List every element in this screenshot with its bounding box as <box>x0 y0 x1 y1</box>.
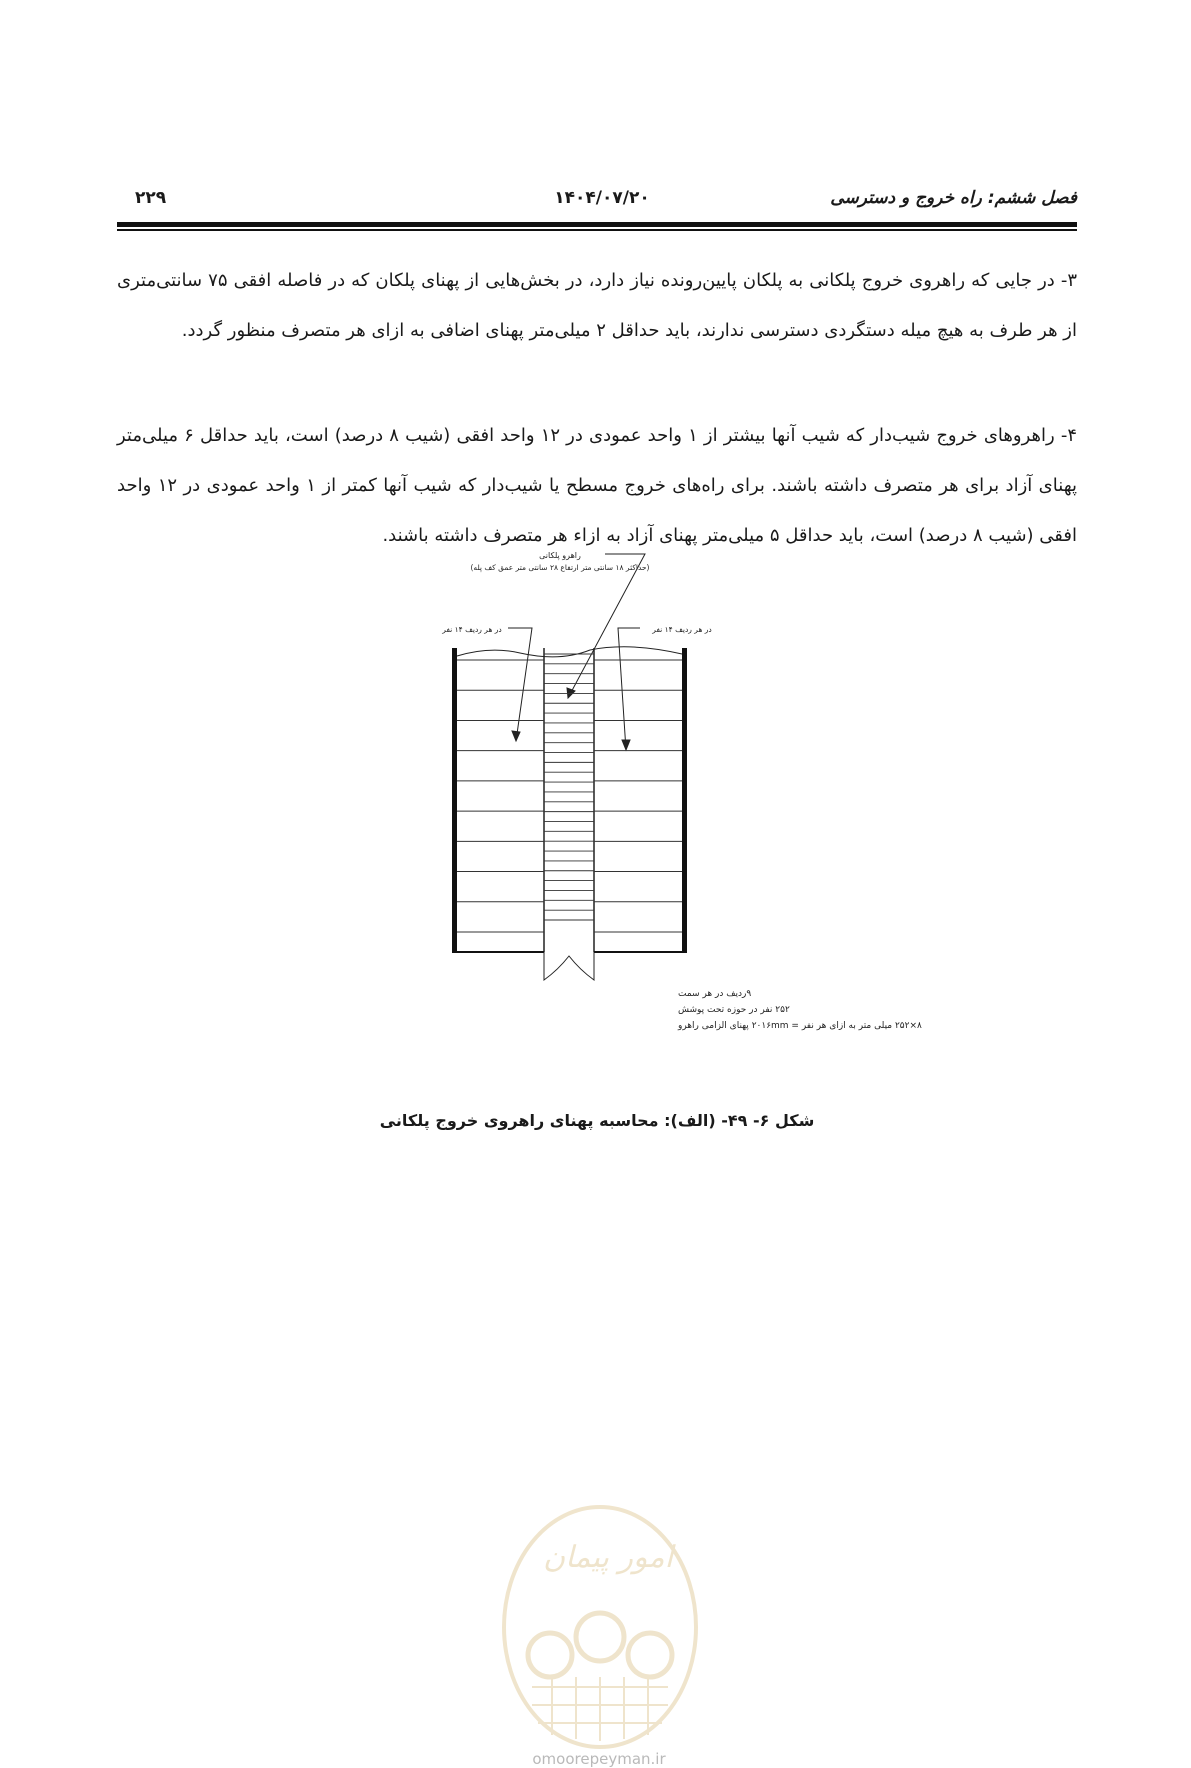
page-header <box>117 188 1077 212</box>
left-seats-label: در هر ردیف ۱۴ نفر <box>442 625 502 634</box>
left-leader-line <box>508 628 532 741</box>
right-seats-label: در هر ردیف ۱۴ نفر <box>652 625 712 634</box>
stair-aisle-diagram <box>420 548 922 1092</box>
header-rule-thin <box>117 229 1077 231</box>
paragraph-3: ۳- در جایی که راهروی خروج پلکانی به پلکان پایین‌رونده نیاز دارد، در بخش‌هایی از پهنای پلکان که در فاصله افقی ۷۵ سانتی‌متری از هر طرف به هیچ میله دستگردی دسترسی ندارند، باید حداقل ۲ میلی‌متر پهنای اضافی به ازای هر متصرف منظور گردد. <box>117 270 1078 341</box>
watermark-url: omoorepeyman.ir <box>532 1750 666 1768</box>
left-arrowhead <box>512 731 520 741</box>
aisle-leader-line <box>568 554 645 698</box>
right-leader-line <box>618 628 640 750</box>
header-rule-thick <box>117 222 1077 227</box>
note-rows: ۹ردیف در هر سمت <box>678 989 752 999</box>
right-arrowhead <box>622 740 630 750</box>
chapter-title: فصل ششم: راه خروج و دسترسی <box>830 188 1077 208</box>
note-occupants: ۲۵۲ نفر در حوزه تحت پوشش <box>678 1005 790 1015</box>
seat-rows <box>457 660 682 932</box>
svg-text:امور پیمان: امور پیمان <box>543 1540 673 1575</box>
right-wall <box>682 648 687 952</box>
top-break-line <box>457 647 682 657</box>
aisle-label-title: راهرو پلکانی <box>539 551 581 560</box>
left-wall <box>452 648 457 952</box>
exit-door <box>544 952 594 980</box>
page-number: ۲۲۹ <box>135 188 167 208</box>
aisle-label-spec: (حداکثر ۱۸ سانتی متر ارتفاع ۲۸ سانتی متر عمق کف پله) <box>470 563 650 572</box>
figure-caption: شکل ۶- ۴۹- (الف): محاسبه پهنای راهروی خروج پلکانی <box>379 1111 815 1130</box>
watermark-seal-logo <box>490 1497 710 1757</box>
note-width-calc: ۸×۲۵۲ میلی متر به ازای هر نفر = ۲۰۱۶mm پهنای الزامی راهرو <box>678 1021 922 1031</box>
paragraph-4: ۴- راهروهای خروج شیب‌دار که شیب آنها بیشتر از ۱ واحد عمودی در ۱۲ واحد افقی (شیب ۸ درصد) است، باید حداقل ۶ میلی‌متر پهنای آزاد برای هر متصرف داشته باشند. برای راه‌های خروج مسطح یا شیب‌دار که شیب آنها کمتر از ۱ واحد عمودی در ۱۲ واحد افقی (شیب ۸ درصد) است، باید حداقل ۵ میلی‌متر پهنای آزاد به ازاء هر متصرف داشته باشند. <box>117 425 1077 546</box>
header-date: ۱۴۰۴/۰۷/۲۰ <box>554 188 650 208</box>
